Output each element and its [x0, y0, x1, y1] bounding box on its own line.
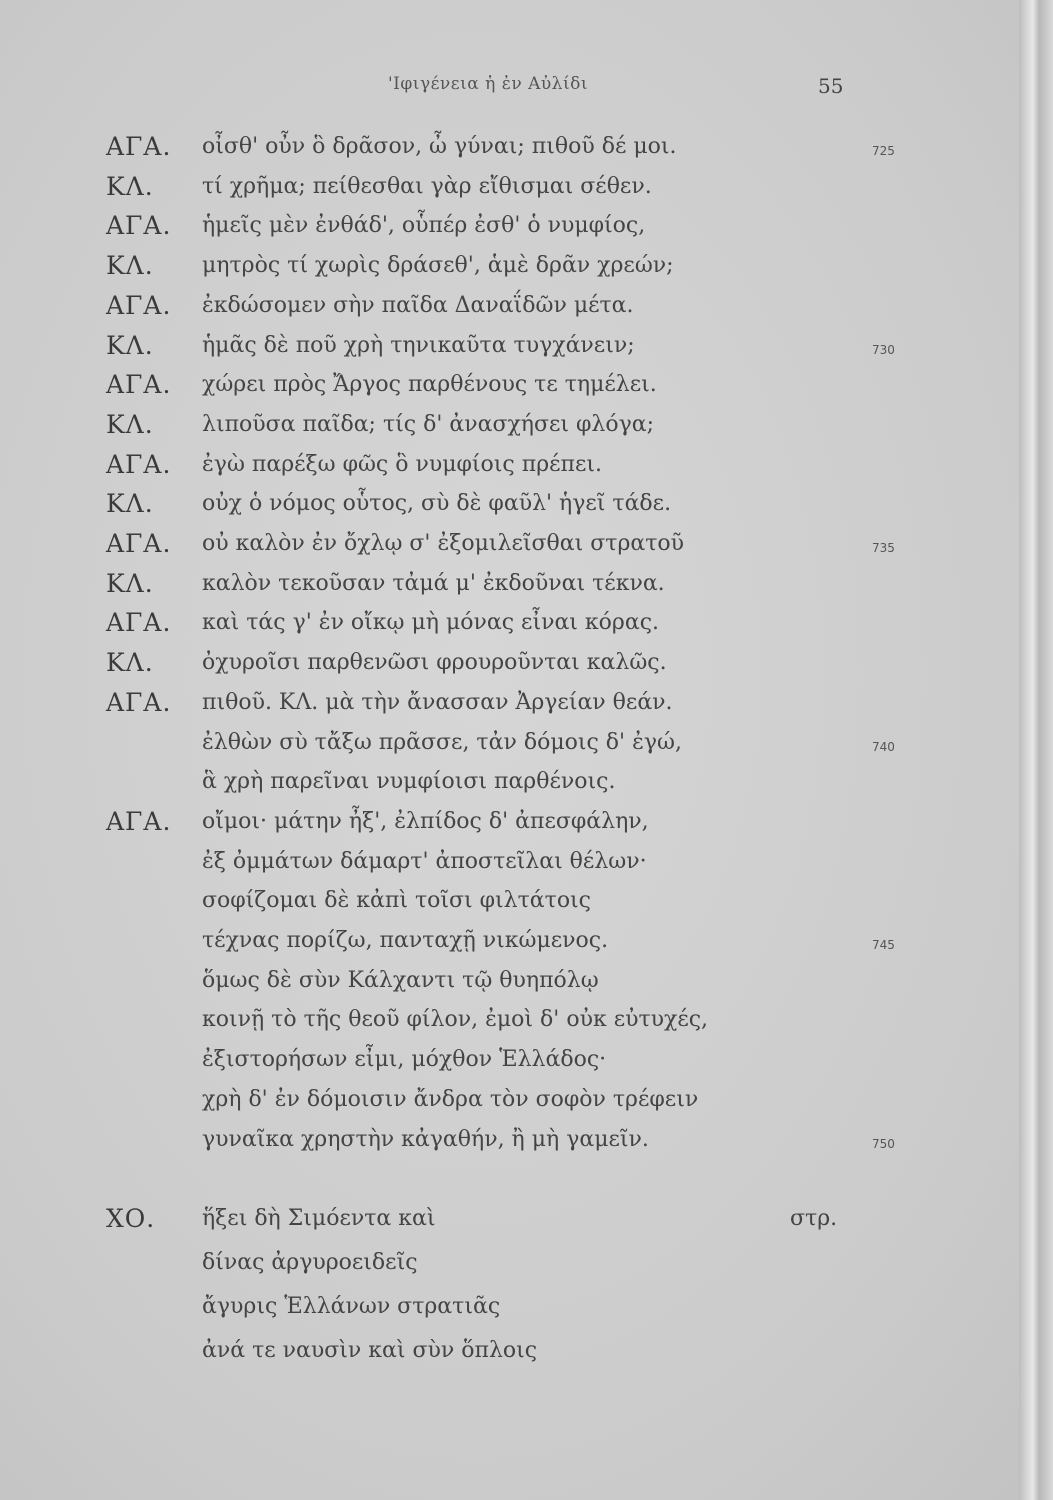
- verse-line: [0, 287, 1000, 325]
- verse-line: [0, 446, 1000, 484]
- speaker-label: ΚΛ.: [106, 171, 154, 201]
- verse-line: [0, 803, 1000, 841]
- line-number: 730: [872, 342, 895, 357]
- verse-line: [0, 207, 1000, 245]
- verse-text: χρὴ δ' ἐν δόμοισιν ἄνδρα τὸν σοφὸν τρέφειν: [202, 1086, 699, 1112]
- speaker-label: ΚΛ.: [106, 251, 154, 281]
- verse-text: δίνας ἀργυροειδεῖς: [202, 1250, 418, 1275]
- verse-text: καλὸν τεκοῦσαν τἀμά μ' ἐκδοῦναι τέκνα.: [202, 570, 665, 596]
- speaker-label: ΑΓΑ.: [106, 687, 172, 717]
- verse-text: οὐ καλὸν ἐν ὄχλῳ σ' ἐξομιλεῖσθαι στρατοῦ: [202, 531, 685, 556]
- verse-line: [0, 1121, 1000, 1159]
- verse-text: λιποῦσα παῖδα; τίς δ' ἀνασχήσει φλόγα;: [202, 411, 655, 437]
- verse-line: [0, 644, 1000, 682]
- verse-text: ὀχυροῖσι παρθενῶσι φρουροῦνται καλῶς.: [202, 650, 667, 676]
- verse-text: οὐχ ὁ νόμος οὗτος, σὺ δὲ φαῦλ' ἡγεῖ τάδε.: [202, 491, 672, 517]
- verse-line: [0, 1041, 1000, 1079]
- speaker-label: ΚΛ.: [106, 489, 154, 519]
- line-number: 740: [872, 739, 895, 754]
- speaker-label: ΚΛ.: [106, 568, 154, 598]
- speaker-label: ΚΛ.: [106, 330, 154, 360]
- verse-text: μητρὸς τί χωρὶς δράσεθ', ἁμὲ δρᾶν χρεών;: [202, 253, 674, 279]
- verse-line: [0, 406, 1000, 444]
- verse-line: [0, 247, 1000, 285]
- line-number: 735: [872, 541, 895, 555]
- verse-line: [0, 882, 1000, 920]
- verse-text: κοινῇ τὸ τῆς θεοῦ φίλον, ἐμοὶ δ' οὐκ εὐτυχές,: [202, 1007, 709, 1033]
- speaker-label: ΑΓΑ.: [106, 290, 172, 320]
- speaker-label: ΑΓΑ.: [106, 449, 172, 479]
- speaker-label: ΑΓΑ.: [106, 370, 172, 400]
- speaker-label: ΚΛ.: [106, 409, 154, 439]
- speaker-label: ΧΟ.: [106, 1204, 156, 1233]
- verse-line: [0, 1001, 1000, 1039]
- chorus-line: [0, 1200, 1000, 1238]
- verse-line: [0, 604, 1000, 642]
- speaker-label: ΑΓΑ.: [106, 211, 172, 241]
- line-number: 725: [872, 144, 895, 158]
- verse-line: [0, 962, 1000, 1000]
- verse-text: ἐξιστορήσων εἶμι, μόχθον Ἑλλάδος·: [202, 1047, 607, 1073]
- verse-line: [0, 763, 1000, 801]
- speaker-label: ΑΓΑ.: [106, 132, 172, 161]
- verse-text: ὅμως δὲ σὺν Κάλχαντι τῷ θυηπόλῳ: [202, 967, 599, 993]
- verse-line: [0, 684, 1000, 722]
- verse-text: τέχνας πορίζω, πανταχῇ νικώμενος.: [202, 928, 609, 953]
- verse-text: ἐγὼ παρέξω φῶς ὃ νυμφίοις πρέπει.: [202, 451, 603, 477]
- strophe-marker: στρ.: [790, 1206, 838, 1231]
- verse-text: ἐκδώσομεν σὴν παῖδα Δαναΐδῶν μέτα.: [202, 292, 634, 318]
- verse-line: [0, 1081, 1000, 1119]
- verse-line: [0, 565, 1000, 603]
- verse-line: [0, 843, 1000, 881]
- verse-text: ἡμεῖς μὲν ἐνθάδ', οὗπέρ ἐσθ' ὁ νυμφίος,: [202, 213, 646, 239]
- verse-text: ἄγυρις Ἑλλάνων στρατιᾶς: [202, 1294, 501, 1319]
- line-number: 750: [872, 1136, 895, 1151]
- verse-text: ἐλθὼν σὺ τἄξω πρᾶσσε, τἀν δόμοις δ' ἐγώ,: [202, 729, 682, 755]
- speaker-label: ΚΛ.: [106, 648, 154, 678]
- verse-line: [0, 922, 1000, 960]
- verse-text: πιθοῦ. ΚΛ. μὰ τὴν ἄνασσαν Ἀργείαν θεάν.: [202, 689, 673, 715]
- chorus-line: [0, 1288, 1000, 1326]
- verse-line: [0, 485, 1000, 523]
- verse-line: [0, 525, 1000, 563]
- chorus-line: [0, 1332, 1000, 1370]
- speaker-label: ΑΓΑ.: [106, 806, 172, 836]
- chorus-line: [0, 1244, 1000, 1282]
- verse-line: [0, 366, 1000, 404]
- verse-text: οἴμοι· μάτην ἦξ', ἐλπίδος δ' ἀπεσφάλην,: [202, 808, 649, 834]
- verse-text: χώρει πρὸς Ἄργος παρθένους τε τημέλει.: [202, 372, 657, 398]
- verse-text: ἥξει δὴ Σιμόεντα καὶ: [202, 1206, 436, 1231]
- page-number: 55: [818, 74, 844, 98]
- verse-text: ἐξ ὀμμάτων δάμαρτ' ἀποστεῖλαι θέλων·: [202, 848, 647, 874]
- verse-line: [0, 128, 1000, 166]
- verse-text: οἶσθ' οὖν ὃ δρᾶσον, ὦ γύναι; πιθοῦ δέ μοι.: [202, 134, 677, 159]
- line-number: 745: [872, 938, 895, 952]
- speaker-label: ΑΓΑ.: [106, 608, 172, 638]
- verse-text: ἃ χρὴ παρεῖναι νυμφίοισι παρθένοις.: [202, 769, 616, 795]
- verse-line: [0, 327, 1000, 365]
- page-edge: [1019, 0, 1053, 1500]
- verse-text: τί χρῆμα; πείθεσθαι γὰρ εἴθισμαι σέθεν.: [202, 173, 652, 199]
- verse-line: [0, 724, 1000, 762]
- speaker-label: ΑΓΑ.: [106, 529, 172, 558]
- verse-text: γυναῖκα χρηστὴν κἀγαθήν, ἢ μὴ γαμεῖν.: [202, 1126, 649, 1152]
- verse-line: [0, 168, 1000, 206]
- verse-text: ἡμᾶς δὲ ποῦ χρὴ τηνικαῦτα τυγχάνειν;: [202, 332, 635, 358]
- verse-text: σοφίζομαι δὲ κἀπὶ τοῖσι φιλτάτοις: [202, 888, 592, 914]
- verse-text: ἀνά τε ναυσὶν καὶ σὺν ὅπλοις: [202, 1338, 538, 1363]
- verse-text: καὶ τάς γ' ἐν οἴκῳ μὴ μόνας εἶναι κόρας.: [202, 610, 660, 636]
- running-head: 'Ιφιγένεια ἡ ἐν Αὐλίδι: [388, 74, 589, 94]
